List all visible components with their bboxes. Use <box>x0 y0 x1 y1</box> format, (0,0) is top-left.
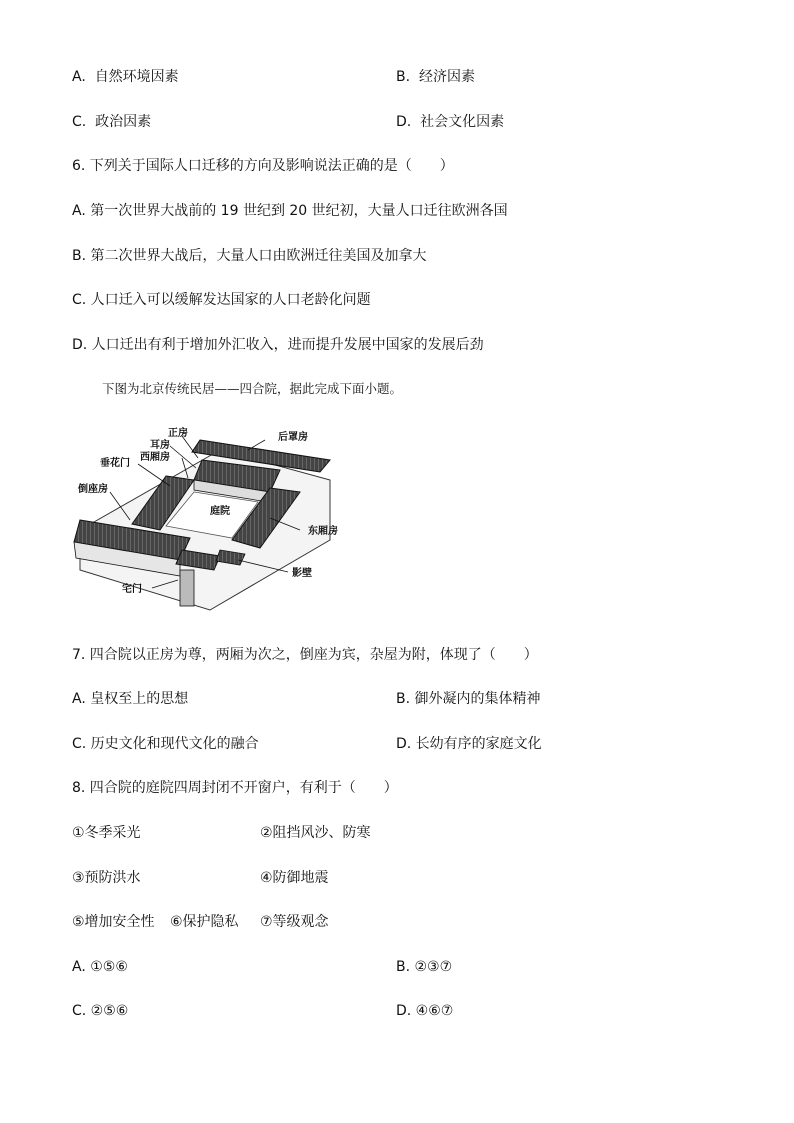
label-yingbi: 影壁 <box>292 568 312 579</box>
q5-option-b: B. 经济因素 <box>396 69 475 85</box>
q7-option-c: C. 历史文化和现代文化的融合 <box>72 736 259 752</box>
label-erfang: 耳房 <box>150 440 170 451</box>
label-chuihuamen: 垂花门 <box>100 458 130 469</box>
q8-option-d: D. ④⑥⑦ <box>396 1003 454 1019</box>
q8-item-5: ⑤增加安全性 <box>72 914 155 930</box>
q5-option-c: C. 政治因素 <box>72 114 152 130</box>
q8-item-1: ①冬季采光 <box>72 825 141 841</box>
siheyuan-illustration <box>70 420 360 620</box>
q6-option-c: C. 人口迁入可以缓解发达国家的人口老龄化问题 <box>72 292 371 308</box>
q8-option-b: B. ②③⑦ <box>396 959 453 975</box>
q5-option-a: A. 自然环境因素 <box>72 69 179 85</box>
q6-option-d: D. 人口迁出有利于增加外汇收入，进而提升发展中国家的发展后劲 <box>72 337 484 353</box>
label-daozuofang: 倒座房 <box>78 484 108 495</box>
q8-option-c: C. ②⑤⑥ <box>72 1003 129 1019</box>
label-zhengfang: 正房 <box>168 428 188 439</box>
q6-option-b: B. 第二次世界大战后，大量人口由欧洲迁往美国及加拿大 <box>72 248 427 264</box>
q7-stem: 7. 四合院以正房为尊，两厢为次之，倒座为宾，杂屋为附，体现了（ ） <box>72 647 538 663</box>
label-dongxiangfang: 东厢房 <box>308 526 338 537</box>
q6-stem: 6. 下列关于国际人口迁移的方向及影响说法正确的是（ ） <box>72 158 454 174</box>
q7-option-a: A. 皇权至上的思想 <box>72 691 189 707</box>
q8-option-a: A. ①⑤⑥ <box>72 959 128 975</box>
q5-option-d: D. 社会文化因素 <box>396 114 505 130</box>
q8-item-4: ④防御地震 <box>260 870 329 886</box>
q8-item-7: ⑦等级观念 <box>260 914 329 930</box>
label-zhaimen: 宅门 <box>122 584 142 595</box>
label-houzhaofang: 后罩房 <box>278 432 308 443</box>
figure-intro: 下图为北京传统民居——四合院，据此完成下面小题。 <box>102 381 403 396</box>
q6-option-a: A. 第一次世界大战前的 19 世纪到 20 世纪初，大量人口迁往欧洲各国 <box>72 203 508 219</box>
q7-option-b: B. 御外凝内的集体精神 <box>396 691 541 707</box>
q8-item-6: ⑥保护隐私 <box>170 914 239 930</box>
label-xixiangfang: 西厢房 <box>140 452 170 463</box>
q8-item-2: ②阻挡风沙、防寒 <box>260 825 371 841</box>
siheyuan-figure <box>70 420 360 620</box>
label-tingyuan: 庭院 <box>210 506 230 517</box>
q8-stem: 8. 四合院的庭院四周封闭不开窗户，有利于（ ） <box>72 780 398 796</box>
q8-item-3: ③预防洪水 <box>72 870 141 886</box>
q7-option-d: D. 长幼有序的家庭文化 <box>396 736 542 752</box>
